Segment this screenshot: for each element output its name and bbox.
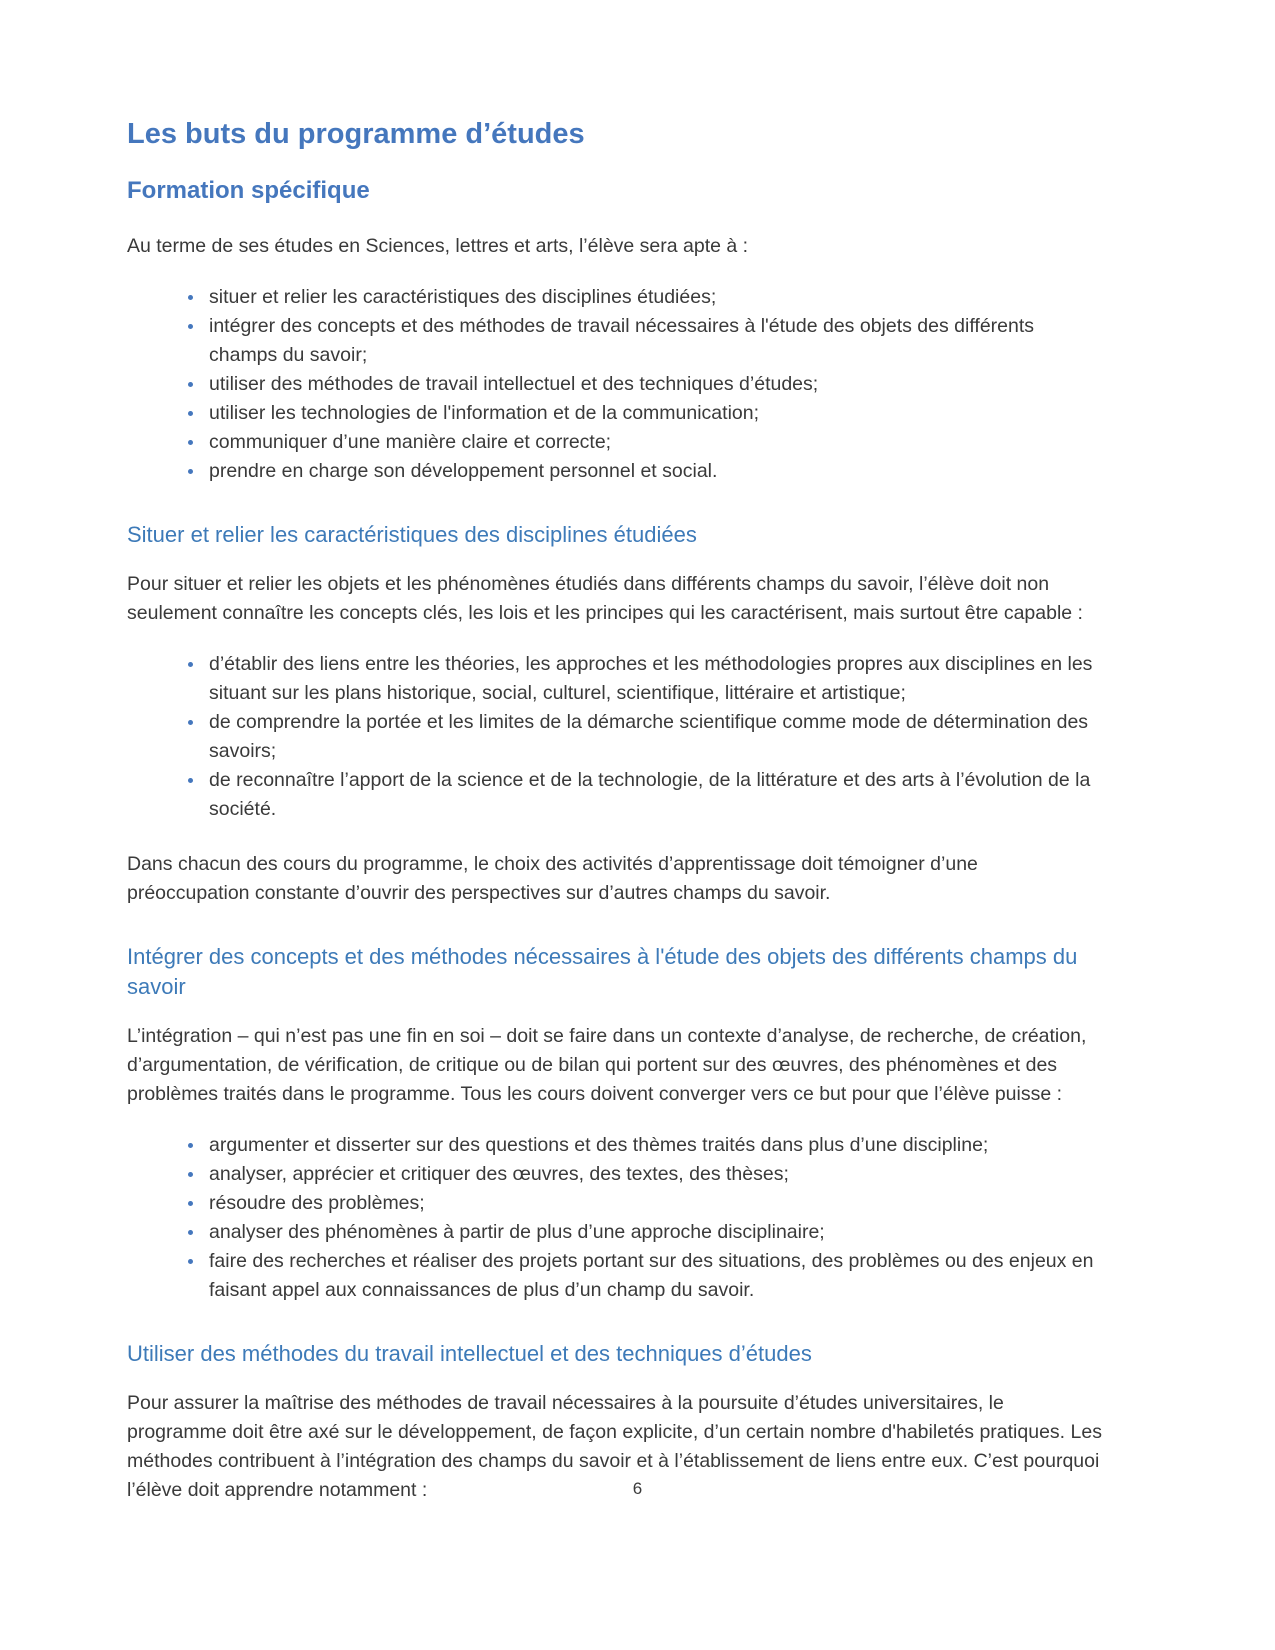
list-item: • faire des recherches et réaliser des projets portant sur des situations, des problèmes ou des enjeux en faisant appel aux connaissances de plus d’un champ du savoir.: [205, 1247, 1105, 1305]
paragraph-integration: L’intégration – qui n’est pas une fin en soi – doit se faire dans un contexte d’analyse, de recherche, de création, d’argumentation, de vérification, de critique ou de bilan qui portent sur des œuvres, des phénomènes et des problèmes traités dans le programme. Tous les cours doivent converger vers ce but pour que l’élève puisse :: [127, 1025, 1087, 1105]
list-item: • résoudre des problèmes;: [205, 1189, 1105, 1218]
document-title: Les buts du programme d’études: [127, 118, 585, 150]
list-item: • analyser, apprécier et critiquer des œuvres, des textes, des thèses;: [205, 1160, 1105, 1189]
paragraph-situer-relier: Pour situer et relier les objets et les phénomènes étudiés dans différents champs du savoir, l’élève doit non seulement connaître les concepts clés, les lois et les principes qui les caractérisent, mais surtout être capable :: [127, 573, 1083, 624]
list-item: • de reconnaître l’apport de la science et de la technologie, de la littérature et des arts à l’évolution de la société.: [205, 766, 1105, 824]
paragraph-methodes-travail: Pour assurer la maîtrise des méthodes de travail nécessaires à la poursuite d’études universitaires, le programme doit être axé sur le développement, de façon explicite, d’un certain nombre d'habiletés pratiques. Les méthodes contribuent à l’intégration des champs du savoir et à l’établissement de liens entre eux. C’est pourquoi l’élève doit apprendre notamment :: [127, 1392, 1102, 1501]
list-item: • d’établir des liens entre les théories, les approches et les méthodologies propres aux disciplines en les situant sur les plans historique, social, culturel, scientifique, littéraire et artistique;: [205, 650, 1105, 708]
paragraph-cours-programme: Dans chacun des cours du programme, le choix des activités d’apprentissage doit témoigner d’une préoccupation constante d’ouvrir des perspectives sur d’autres champs du savoir.: [127, 853, 978, 904]
heading-integrer-concepts: Intégrer des concepts et des méthodes nécessaires à l'étude des objets des différents champs du savoir: [127, 944, 1078, 999]
list-item: • communiquer d’une manière claire et correcte;: [205, 428, 1105, 457]
heading-formation-specifique: Formation spécifique: [127, 177, 370, 204]
list-item: • utiliser des méthodes de travail intellectuel et des techniques d’études;: [205, 370, 1105, 399]
heading-utiliser-methodes: Utiliser des méthodes du travail intellectuel et des techniques d’études: [127, 1341, 812, 1366]
objectives-list: [127, 283, 1105, 486]
list-item: • de comprendre la portée et les limites de la démarche scientifique comme mode de détermination des savoirs;: [205, 708, 1105, 766]
list-item: • utiliser les technologies de l'information et de la communication;: [205, 399, 1105, 428]
list-item: • argumenter et disserter sur des questions et des thèmes traités dans plus d’une discipline;: [205, 1131, 1105, 1160]
list-item: • intégrer des concepts et des méthodes de travail nécessaires à l'étude des objets des différents champs du savoir;: [205, 312, 1105, 370]
integration-list: [127, 1131, 1105, 1305]
situer-relier-list: [127, 650, 1105, 824]
heading-situer-relier: Situer et relier les caractéristiques des disciplines étudiées: [127, 522, 697, 547]
list-item: • prendre en charge son développement personnel et social.: [205, 457, 1105, 486]
list-item: • analyser des phénomènes à partir de plus d’une approche disciplinaire;: [205, 1218, 1105, 1247]
intro-paragraph: Au terme de ses études en Sciences, lettres et arts, l’élève sera apte à :: [127, 235, 749, 257]
list-item: • situer et relier les caractéristiques des disciplines étudiées;: [205, 283, 1105, 312]
page-number: 6: [632, 1479, 643, 1498]
